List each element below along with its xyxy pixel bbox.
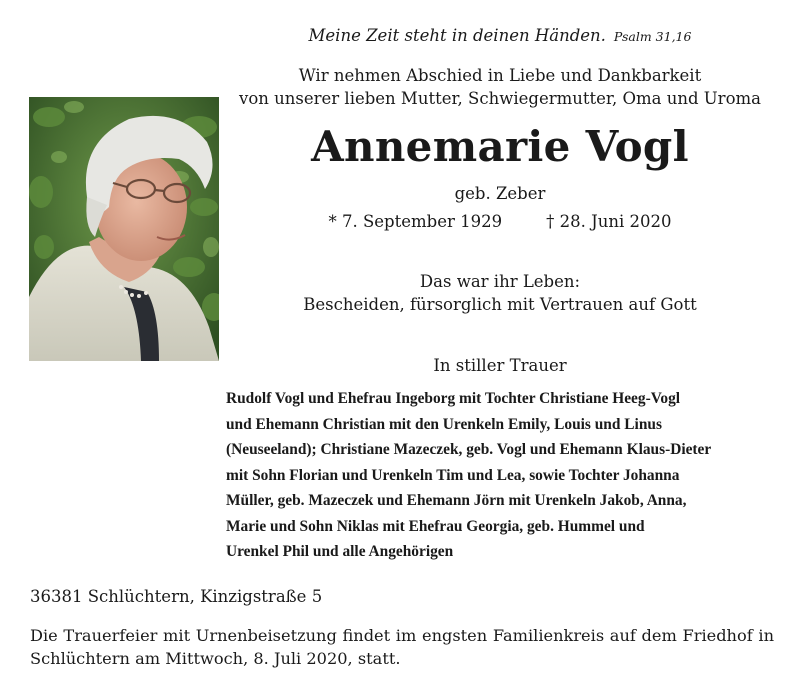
bible-verse — [230, 26, 770, 45]
life-description — [230, 270, 770, 316]
mourners-list — [226, 386, 776, 565]
portrait-photo — [29, 97, 219, 361]
birth-date: * 7. September 1929 — [328, 212, 503, 231]
deceased-name: Annemarie Vogl — [311, 122, 689, 171]
intro-line-2: von unserer lieben Mutter, Schwiegermutter, Oma und Uroma — [239, 89, 761, 108]
mourners-line: mit Sohn Florian und Urenkeln Tim und Lea, sowie Tochter Johanna — [226, 466, 680, 484]
death-date: † 28. Juni 2020 — [546, 212, 672, 231]
verse-reference: Psalm 31,16 — [613, 29, 692, 44]
mourners-line: Urenkel Phil und alle Angehörigen — [226, 543, 454, 560]
mourners-line: Müller, geb. Mazeczek und Ehemann Jörn mit Urenkeln Jakob, Anna, — [226, 492, 687, 509]
verse-text: Meine Zeit steht in deinen Händen. — [308, 26, 606, 45]
mourning-caption: In stiller Trauer — [433, 356, 567, 375]
life-line-1: Das war ihr Leben: — [419, 272, 581, 291]
portrait-illustration — [29, 97, 219, 361]
life-dates — [230, 212, 770, 231]
mourners-line: (Neuseeland); Christiane Mazeczek, geb. Vogl und Ehemann Klaus-Dieter — [226, 441, 712, 458]
family-address: 36381 Schlüchtern, Kinzigstraße 5 — [30, 587, 323, 606]
intro-line-1: Wir nehmen Abschied in Liebe und Dankbarkeit — [298, 66, 702, 85]
birth-name: geb. Zeber — [454, 184, 546, 203]
funeral-service-info: Die Trauerfeier mit Urnenbeisetzung findet im engsten Familienkreis auf dem Friedhof in Schlüchtern am Mittwoch, 8. Juli 2020, statt. — [30, 626, 774, 668]
mourners-line: Rudolf Vogl und Ehefrau Ingeborg mit Tochter Christiane Heeg-Vogl — [226, 390, 681, 407]
mourners-line: und Ehemann Christian mit den Urenkeln Emily, Louis und Linus — [226, 415, 662, 433]
farewell-intro — [230, 64, 770, 110]
life-line-2: Bescheiden, fürsorglich mit Vertrauen auf Gott — [303, 295, 697, 314]
mourners-line: Marie und Sohn Niklas mit Ehefrau Georgia, geb. Hummel und — [226, 517, 645, 535]
